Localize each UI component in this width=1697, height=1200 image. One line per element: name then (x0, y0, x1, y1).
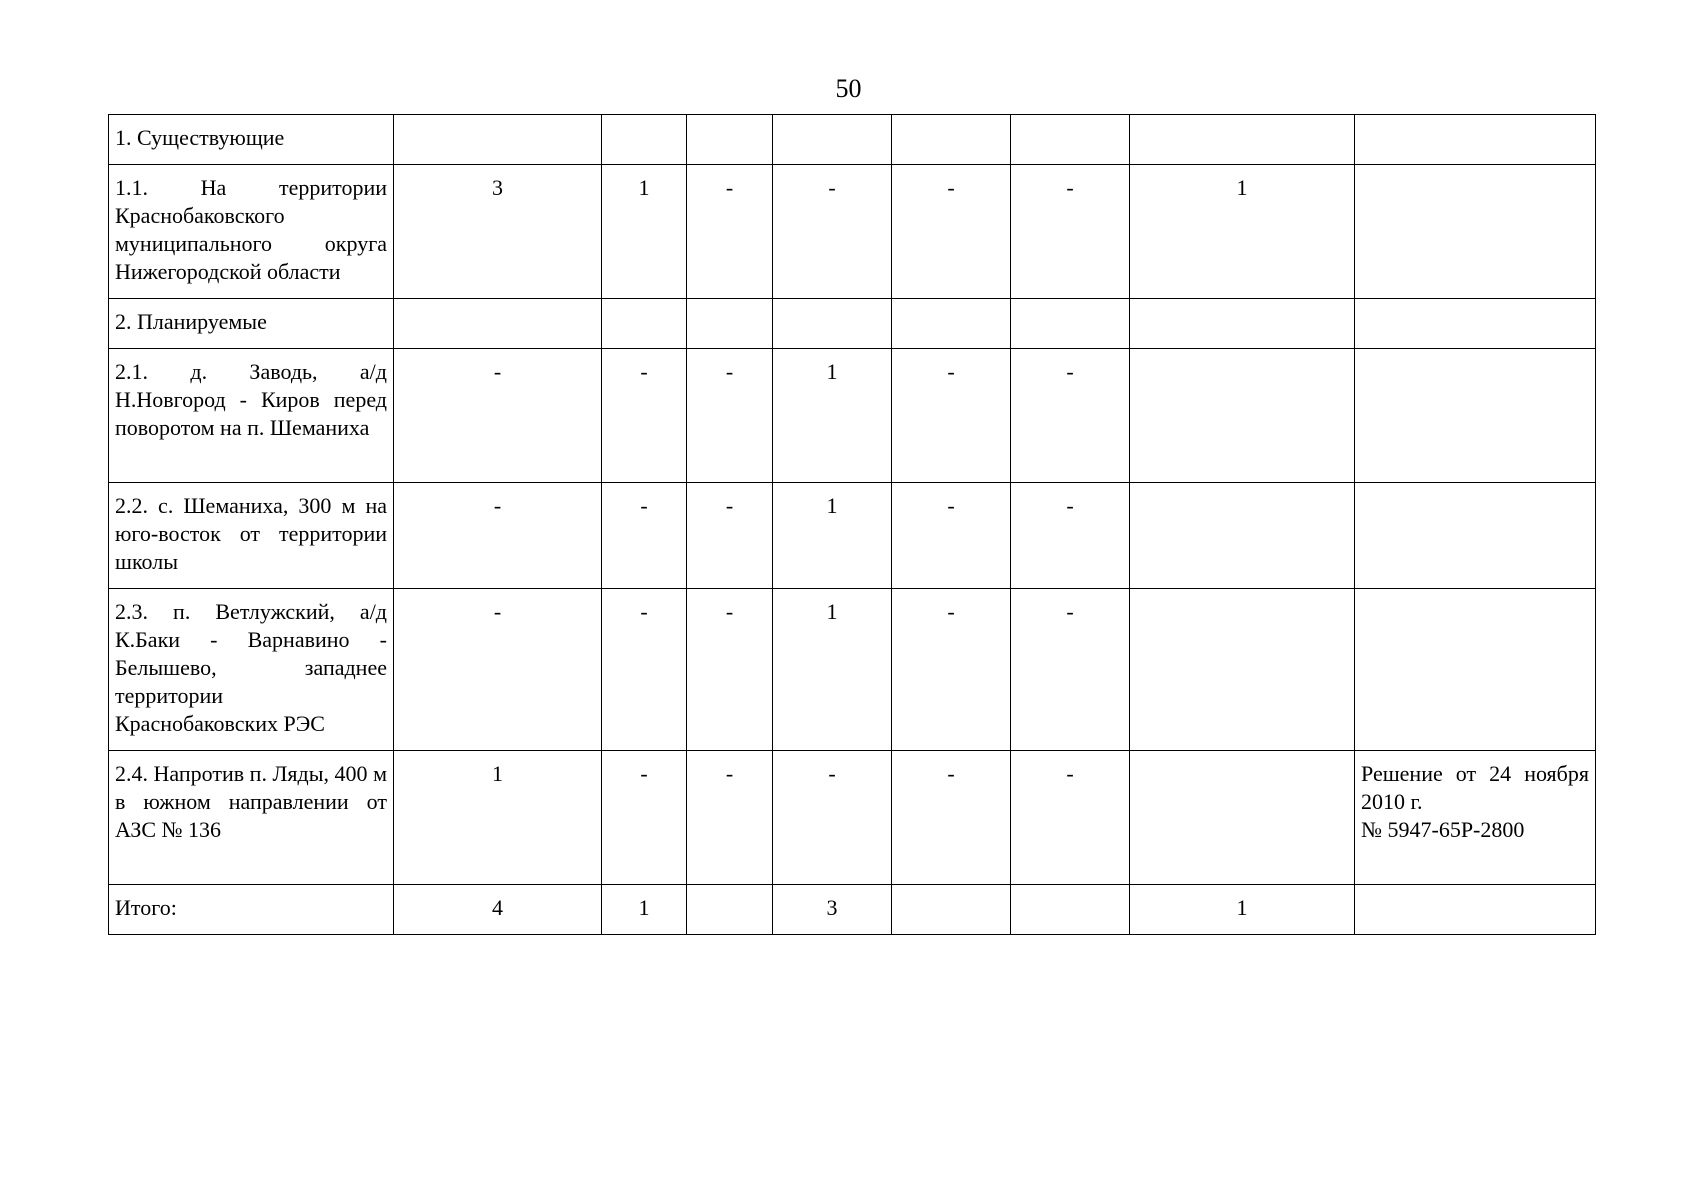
value-cell: - (892, 589, 1011, 751)
value-cell (687, 115, 773, 165)
value-cell: - (602, 483, 687, 589)
value-cell: - (687, 349, 773, 483)
value-cell (1130, 349, 1355, 483)
value-cell: - (773, 751, 892, 885)
row-name-cell: Итого: (109, 885, 394, 935)
value-cell: 1 (602, 885, 687, 935)
value-cell (687, 885, 773, 935)
note-cell (1355, 885, 1596, 935)
row-name-cell: 2.2. с. Шеманиха, 300 м на юго-восток от территории школы (109, 483, 394, 589)
value-cell: - (394, 349, 602, 483)
value-cell: - (687, 483, 773, 589)
value-cell: - (892, 751, 1011, 885)
table-row (109, 349, 1596, 483)
value-cell: - (1011, 349, 1130, 483)
value-cell (773, 115, 892, 165)
table-row (109, 751, 1596, 885)
value-cell: - (602, 349, 687, 483)
table-row (109, 589, 1596, 751)
note-line: Решение от 24 ноября 2010 г. (1361, 761, 1589, 814)
row-name-cell: 2. Планируемые (109, 299, 394, 349)
row-name-cell: 1.1. На территории Краснобаковского муниципального округа Нижегородской области (109, 165, 394, 299)
value-cell: 1 (602, 165, 687, 299)
value-cell (1130, 751, 1355, 885)
value-cell: - (394, 483, 602, 589)
value-cell (1130, 589, 1355, 751)
table-row (109, 483, 1596, 589)
table-row-planned-header (109, 299, 1596, 349)
value-cell: 1 (773, 589, 892, 751)
note-cell (1355, 115, 1596, 165)
value-cell (1130, 115, 1355, 165)
value-cell: - (892, 349, 1011, 483)
value-cell: - (1011, 165, 1130, 299)
value-cell: - (394, 589, 602, 751)
row-name-cell: 2.1. д. Заводь, а/д Н.Новгород - Киров перед поворотом на п. Шеманиха (109, 349, 394, 483)
value-cell: - (687, 751, 773, 885)
value-cell: - (1011, 589, 1130, 751)
value-cell (892, 299, 1011, 349)
note-cell (1355, 349, 1596, 483)
value-cell: 1 (773, 349, 892, 483)
note-cell (1355, 751, 1596, 885)
value-cell: - (892, 483, 1011, 589)
page-number: 50 (835, 74, 862, 103)
value-cell (773, 299, 892, 349)
value-cell: 1 (1130, 885, 1355, 935)
note-cell (1355, 483, 1596, 589)
note-cell (1355, 589, 1596, 751)
value-cell: - (602, 751, 687, 885)
value-cell: - (773, 165, 892, 299)
row-name-cell: 2.3. п. Ветлужский, а/д К.Баки - Варнавино - Белышево, западнее территории Краснобаковских РЭС (109, 589, 394, 751)
value-cell (892, 885, 1011, 935)
value-cell (602, 115, 687, 165)
value-cell: - (1011, 483, 1130, 589)
value-cell (602, 299, 687, 349)
value-cell: - (687, 589, 773, 751)
value-cell (1011, 885, 1130, 935)
value-cell: 1 (773, 483, 892, 589)
value-cell: - (602, 589, 687, 751)
value-cell (687, 299, 773, 349)
facilities-table (108, 114, 1596, 935)
value-cell: 1 (394, 751, 602, 885)
value-cell: - (1011, 751, 1130, 885)
value-cell: 4 (394, 885, 602, 935)
note-cell (1355, 165, 1596, 299)
value-cell (394, 299, 602, 349)
row-name-cell: 1. Существующие (109, 115, 394, 165)
value-cell: 3 (394, 165, 602, 299)
value-cell: - (687, 165, 773, 299)
value-cell (1130, 483, 1355, 589)
value-cell: 1 (1130, 165, 1355, 299)
value-cell (1011, 115, 1130, 165)
value-cell (1130, 299, 1355, 349)
table-row-total (109, 885, 1596, 935)
value-cell: 3 (773, 885, 892, 935)
note-cell (1355, 299, 1596, 349)
value-cell (394, 115, 602, 165)
table-row (109, 165, 1596, 299)
value-cell: - (892, 165, 1011, 299)
value-cell (1011, 299, 1130, 349)
note-line: № 5947-65Р-2800 (1361, 817, 1525, 842)
table-row-existing-header (109, 115, 1596, 165)
value-cell (892, 115, 1011, 165)
row-name-cell: 2.4. Напротив п. Ляды, 400 м в южном направлении от АЗС № 136 (109, 751, 394, 885)
